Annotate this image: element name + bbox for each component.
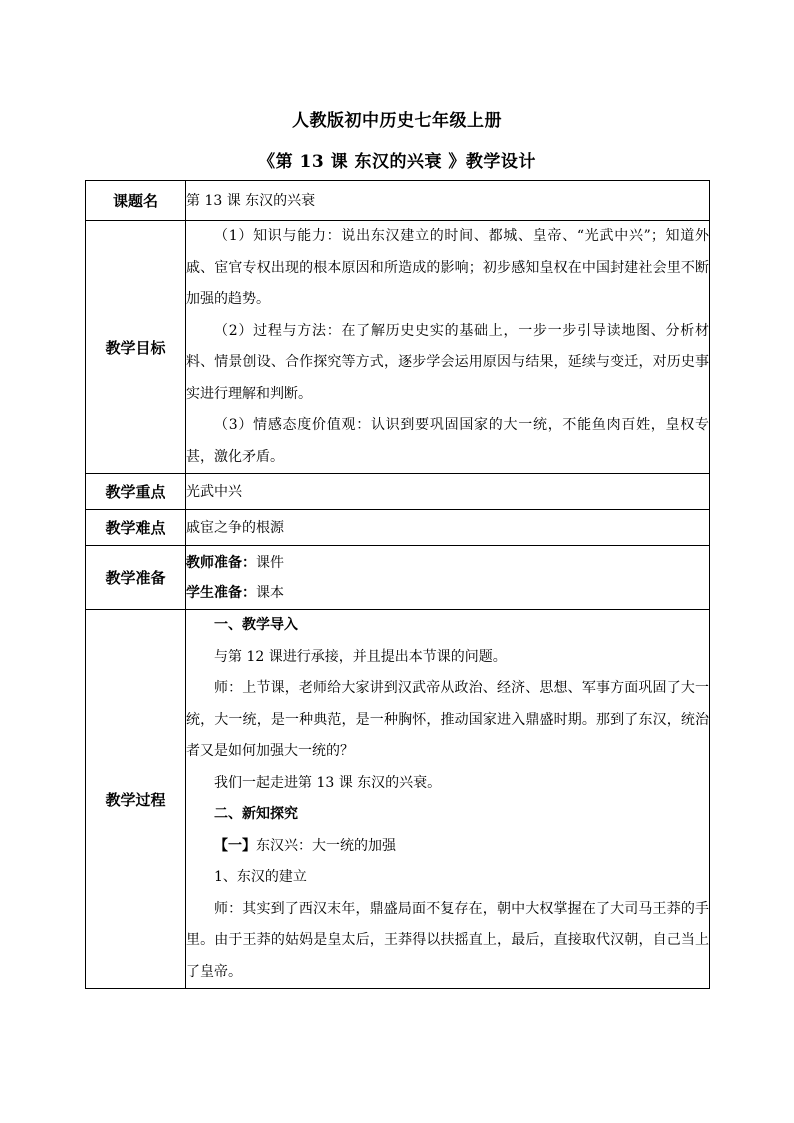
- sub-heading: 1、东汉的建立: [214, 869, 307, 885]
- student-preparation: [186, 578, 709, 608]
- process-cell: [186, 610, 710, 989]
- table-row-preparation: [86, 546, 710, 610]
- teacher-preparation: [186, 548, 709, 578]
- section-heading: 二、新知探究: [214, 806, 298, 822]
- difficulty-label: 教学难点: [86, 510, 186, 546]
- key-point-value: 光武中兴: [186, 483, 242, 500]
- teacher-preparation-value: 课件: [256, 554, 284, 571]
- teacher-preparation-label: 教师准备：: [186, 554, 256, 571]
- lesson-plan-table: [85, 180, 710, 989]
- table-row-difficulty: [86, 510, 710, 546]
- process-paragraph: 师：其实到了西汉末年，鼎盛局面不复存在，朝中大权掌握在了大司马王莽的手里。由于王莽的姑妈是皇太后，王莽得以扶摇直上，最后，直接取代汉朝，自己当上了皇帝。: [186, 900, 709, 980]
- preparation-cell: [186, 546, 710, 610]
- student-preparation-label: 学生准备：: [186, 584, 256, 601]
- section-heading: 一、教学导入: [214, 617, 298, 633]
- topic-label: 课题名: [86, 181, 186, 221]
- table-row-objectives: [86, 221, 710, 474]
- part-bracket: 【一】: [214, 837, 256, 854]
- table-row-topic: [86, 181, 710, 221]
- process-paragraph: 与第 12 课进行承接，并且提出本节课的问题。: [214, 648, 507, 665]
- preparation-label: 教学准备: [86, 546, 186, 610]
- objectives-cell: [186, 221, 710, 474]
- difficulty-value: 戚宦之争的根源: [186, 519, 284, 536]
- topic-value-cell: [186, 181, 710, 221]
- student-preparation-value: 课本: [256, 584, 284, 601]
- process-label: 教学过程: [86, 610, 186, 989]
- objective-item: （1）知识与能力：说出东汉建立的时间、都城、皇帝、“光武中兴”；知道外戚、宦官专权出现的根本原因和所造成的影响；初步感知皇权在中国封建社会里不断加强的趋势。: [186, 228, 709, 307]
- part-title: 东汉兴：大一统的加强: [256, 837, 396, 854]
- objective-item: （2）过程与方法：在了解历史史实的基础上，一步一步引导读地图、分析材料、情景创设、合作探究等方式，逐步学会运用原因与结果，延续与变迁，对历史事实进行理解和判断。: [186, 322, 709, 402]
- key-point-label: 教学重点: [86, 474, 186, 510]
- key-point-cell: [186, 474, 710, 510]
- difficulty-cell: [186, 510, 710, 546]
- document-title: 人教版初中历史七年级上册: [292, 111, 502, 131]
- document-subtitle: 《第 13 课 东汉的兴衰 》教学设计: [258, 152, 536, 172]
- objective-item: （3）情感态度价值观：认识到要巩固国家的大一统，不能鱼肉百姓，皇权专甚，激化矛盾。: [186, 417, 709, 465]
- table-row-key-point: [86, 474, 710, 510]
- table-row-process: [86, 610, 710, 989]
- process-paragraph: 师：上节课，老师给大家讲到汉武帝从政治、经济、思想、军事方面巩固了大一统，大一统，是一种典范，是一种胸怀，推动国家进入鼎盛时期。那到了东汉，统治者又是如何加强大一统的？: [186, 680, 709, 759]
- part-heading: [186, 831, 709, 863]
- objectives-label: 教学目标: [86, 221, 186, 474]
- process-paragraph: 我们一起走进第 13 课 东汉的兴衰。: [214, 774, 442, 791]
- topic-value: 第 13 课 东汉的兴衰: [186, 192, 316, 209]
